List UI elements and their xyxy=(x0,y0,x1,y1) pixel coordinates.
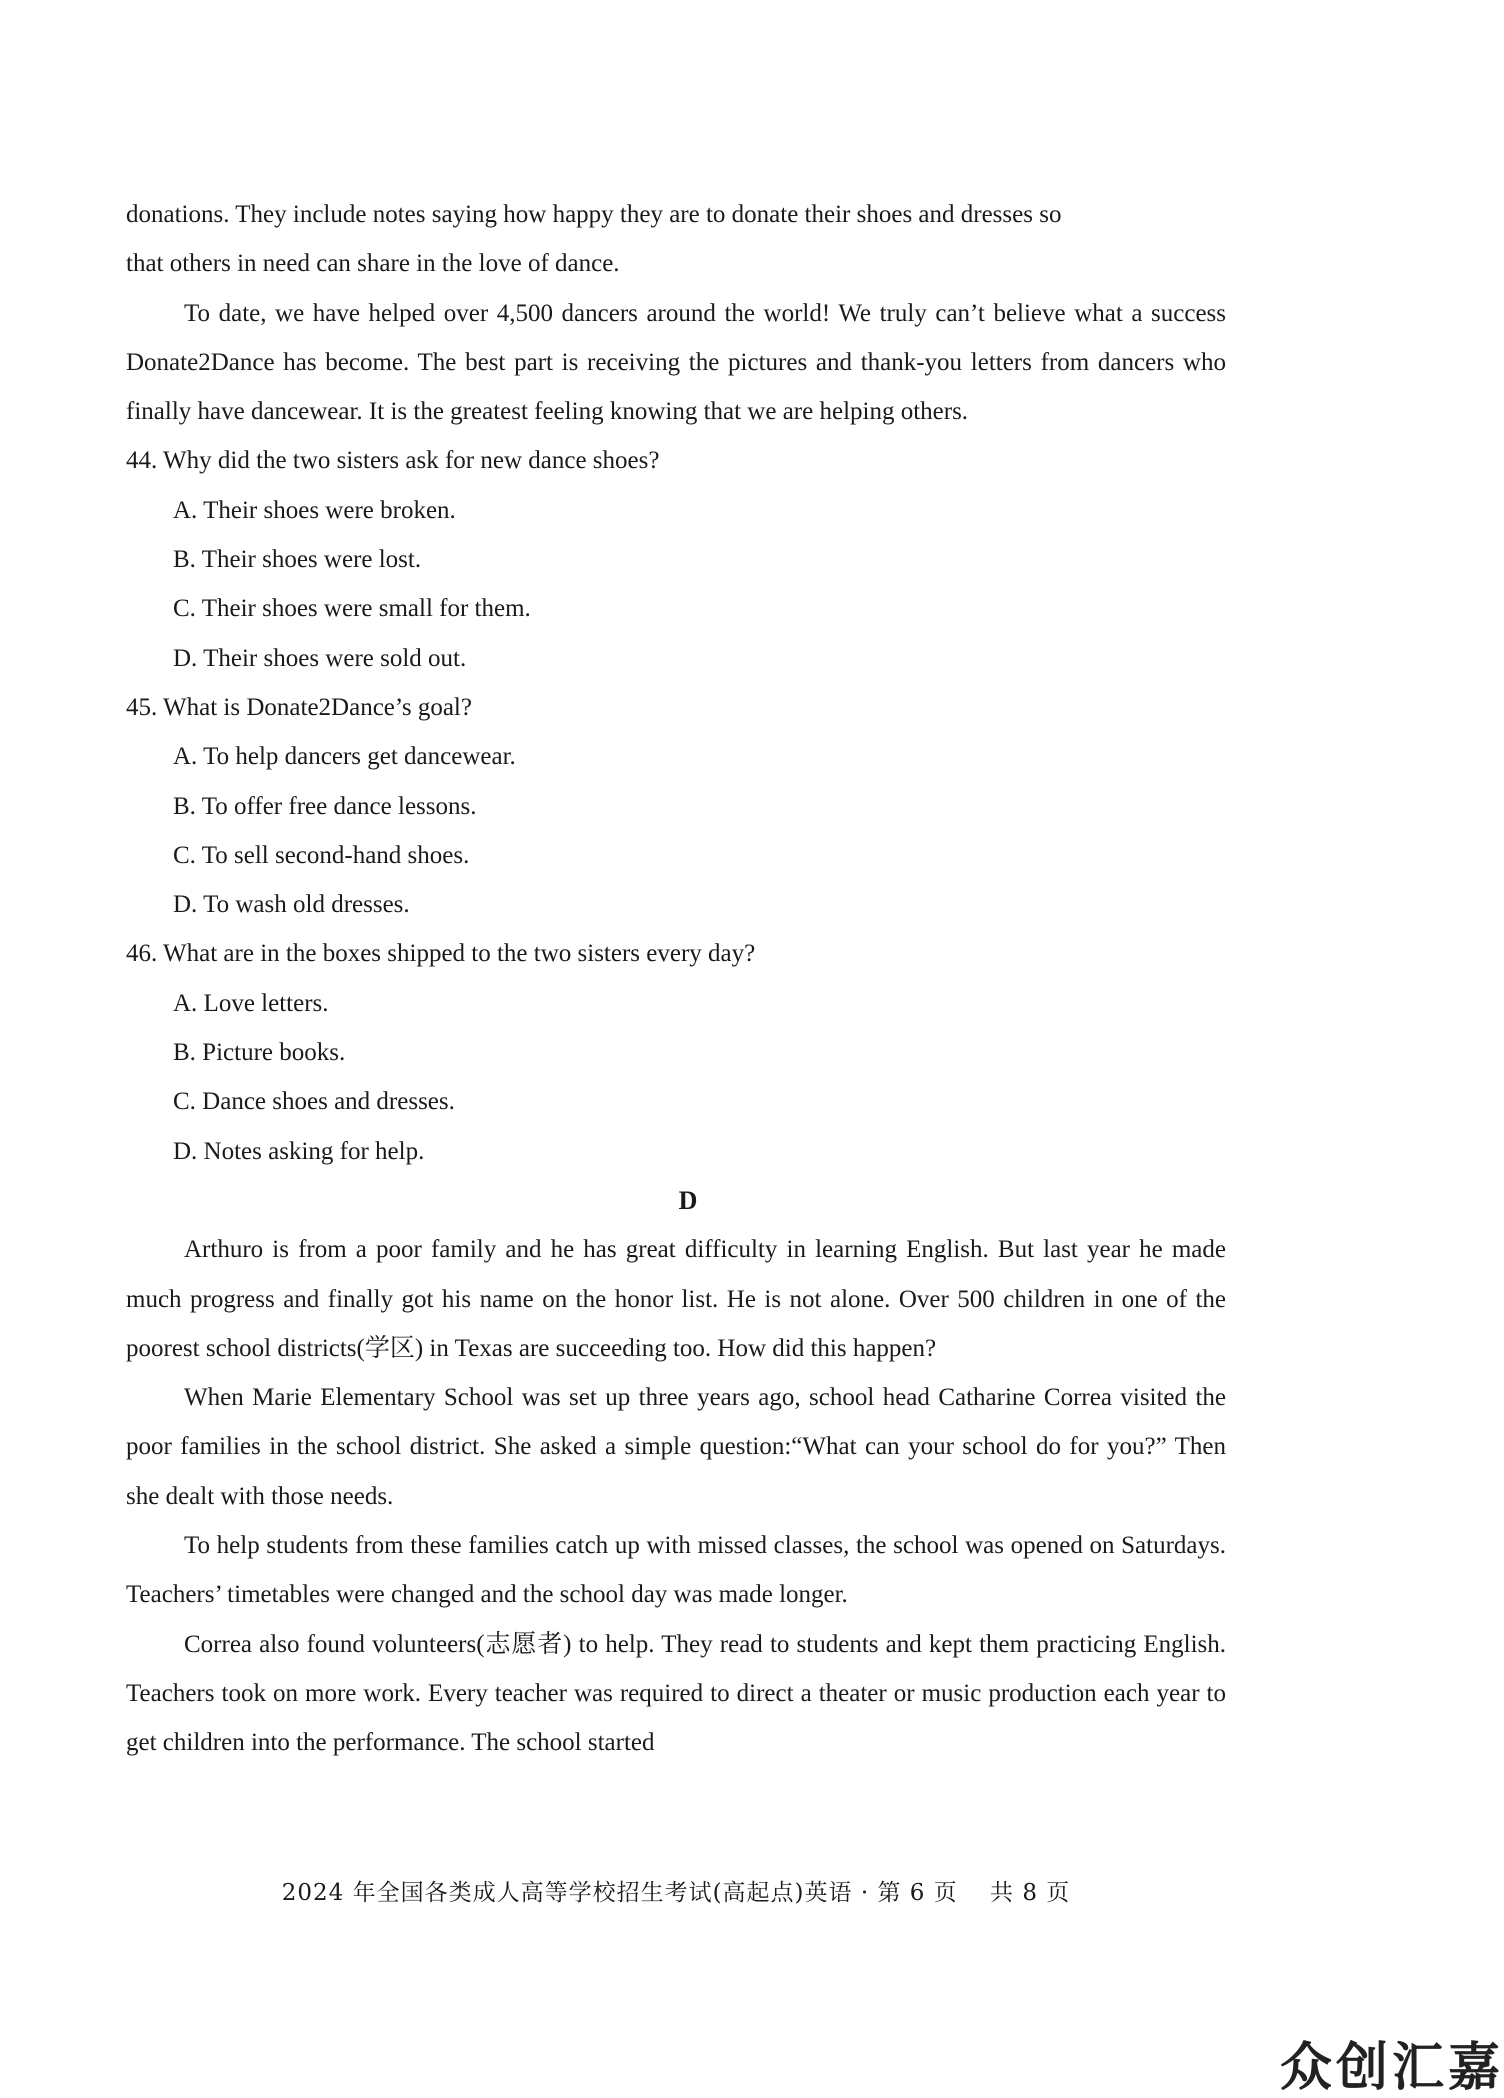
page-footer: 2024 年全国各类成人高等学校招生考试(高起点)英语 · 第 6 页 共 8 页 xyxy=(281,1880,1071,1906)
answer-option: D. Notes asking for help. xyxy=(173,1137,425,1165)
passage-paragraph: To help students from these families catch up with missed classes, the school was opened on Saturdays. Teachers’ timetables were changed and the school day was made longer. xyxy=(126,1532,1226,1609)
question-44 xyxy=(126,436,1226,682)
paragraph-line: that others in need can share in the love of dance. xyxy=(126,250,620,278)
answer-option: A. To help dancers get dancewear. xyxy=(173,743,516,771)
passage-d xyxy=(126,1176,1226,1768)
exam-page-body xyxy=(126,190,1226,1768)
passage-c-ending xyxy=(126,190,1226,436)
watermark-logo: 众创汇嘉 xyxy=(1279,2038,1504,2098)
passage-paragraph: To date, we have helped over 4,500 dancers around the world! We truly can’t believe what a success Donate2Dance has become. The best part is receiving the pictures and thank-you letters from dancers who finally have dancewear. It is the greatest feeling knowing that we are helping others. xyxy=(126,299,1226,426)
answer-option: B. To offer free dance lessons. xyxy=(173,792,477,820)
question-46 xyxy=(126,929,1226,1175)
question-stem: 45. What is Donate2Dance’s goal? xyxy=(126,693,472,721)
answer-option: A. Love letters. xyxy=(173,989,329,1017)
answer-option: C. Their shoes were small for them. xyxy=(173,595,531,623)
answer-option: C. To sell second-hand shoes. xyxy=(173,841,470,869)
section-heading: D xyxy=(678,1185,698,1215)
answer-option: B. Picture books. xyxy=(173,1039,346,1067)
passage-paragraph: When Marie Elementary School was set up three years ago, school head Catharine Correa visited the poor families in the school district. She asked a simple question:“What can your school do for you?” Then she dealt with those needs. xyxy=(126,1384,1226,1510)
question-stem: 44. Why did the two sisters ask for new dance shoes? xyxy=(126,447,660,475)
paragraph-line: donations. They include notes saying how happy they are to donate their shoes and dresses so xyxy=(126,201,1062,228)
question-stem: 46. What are in the boxes shipped to the two sisters every day? xyxy=(126,940,756,968)
answer-option: D. Their shoes were sold out. xyxy=(173,644,467,672)
answer-option: A. Their shoes were broken. xyxy=(173,496,456,524)
passage-paragraph: Correa also found volunteers(志愿者) to help. They read to students and kept them practicing English. Teachers took on more work. Every teacher was required to direct a theater or music production each year to get children into the performance. The school started xyxy=(126,1630,1226,1757)
question-45 xyxy=(126,683,1226,929)
passage-paragraph: Arthuro is from a poor family and he has great difficulty in learning English. But last year he made much progress and finally got his name on the honor list. He is not alone. Over 500 children in one of the poorest school districts(学区) in Texas are succeeding too. How did this happen? xyxy=(126,1236,1226,1362)
answer-option: D. To wash old dresses. xyxy=(173,891,410,919)
answer-option: B. Their shoes were lost. xyxy=(173,546,422,574)
answer-option: C. Dance shoes and dresses. xyxy=(173,1088,455,1116)
